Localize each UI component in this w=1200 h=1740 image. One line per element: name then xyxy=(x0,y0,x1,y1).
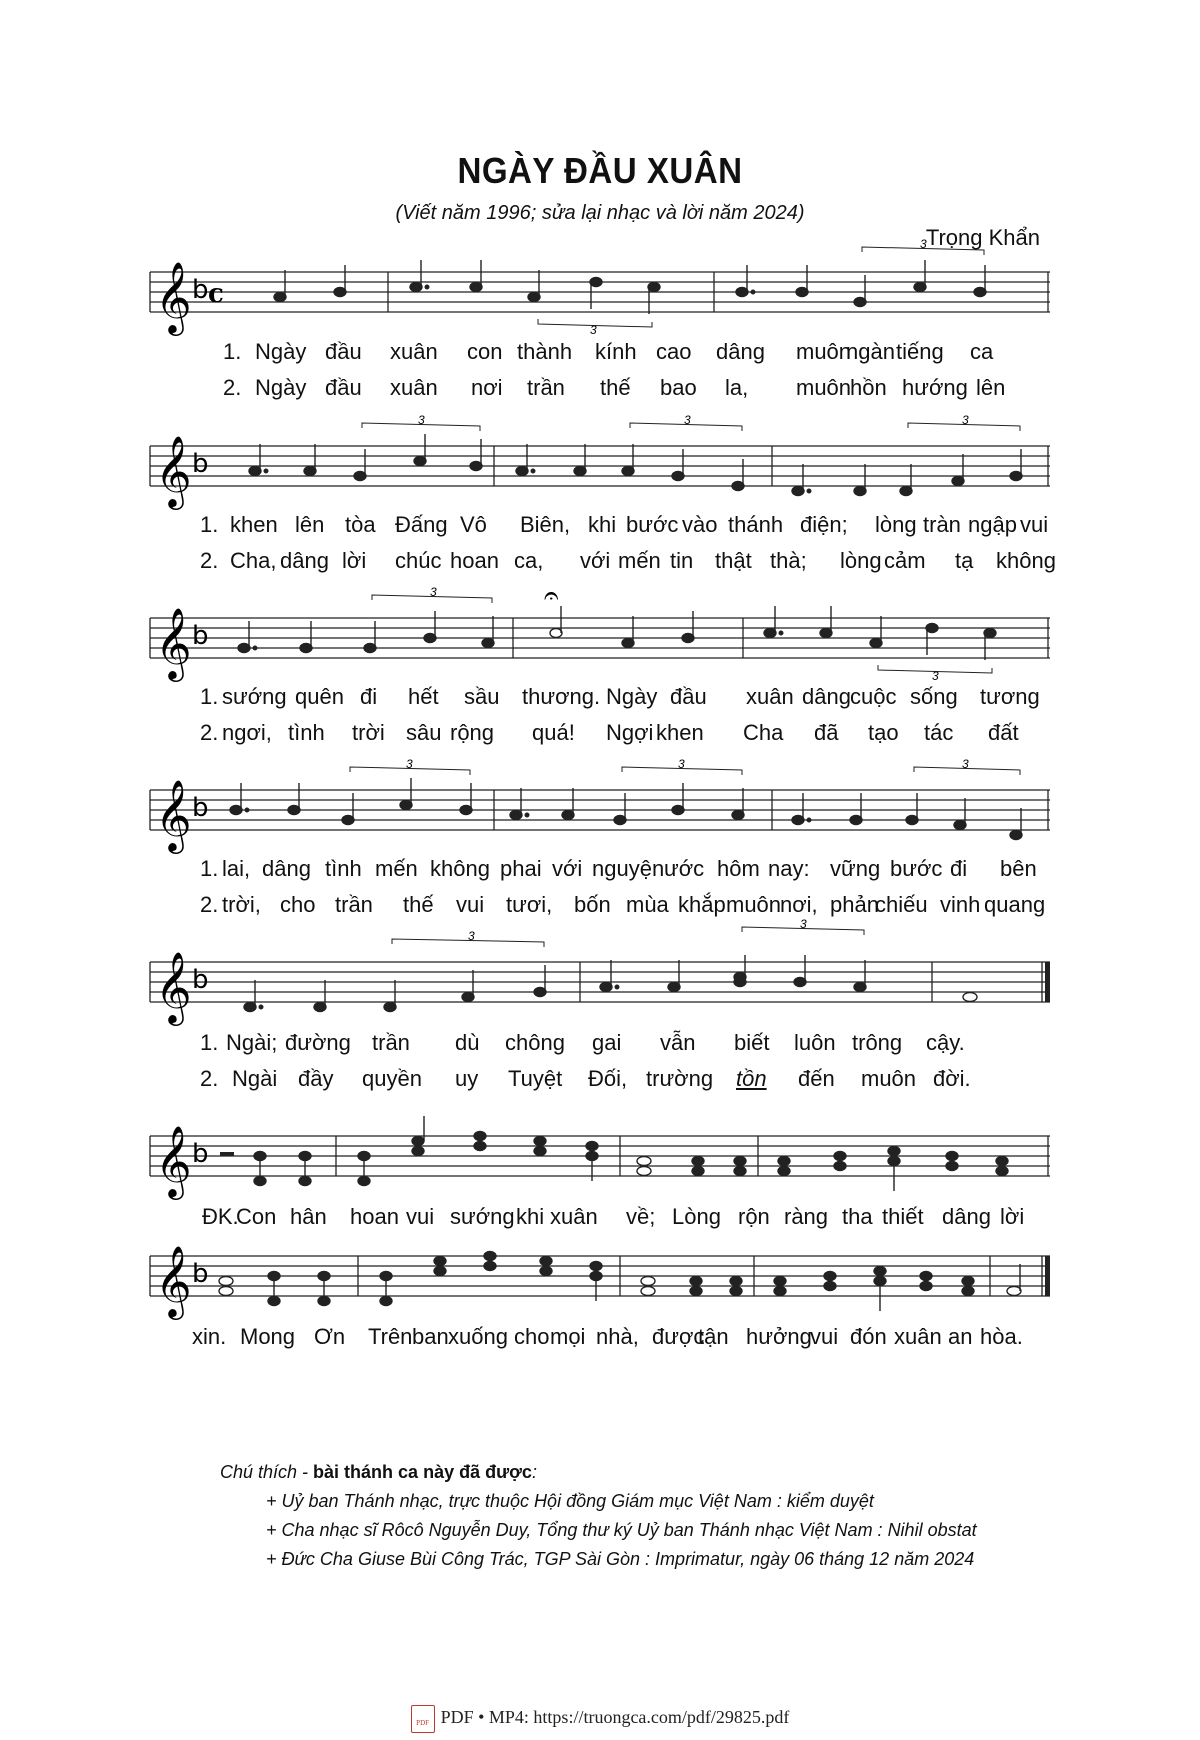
lyric-line-2-2: 2. Cha, dâng lời chúc hoan ca, với mến tin thật thà; lòng cảm tạ không xyxy=(200,548,1056,573)
flat-sign-icon: b xyxy=(192,275,209,305)
flat-sign-icon: b xyxy=(192,1139,209,1169)
footer-link[interactable] xyxy=(0,1705,1200,1733)
notes-heading: Chú thích - bài thánh ca này đã được: xyxy=(220,1462,537,1482)
lyric-line-5-2: 2. Ngài đầy quyền uy Tuyệt Đối, trường tồn đến muôn đời. xyxy=(200,1066,971,1091)
triplet-mark: 3 xyxy=(678,757,685,771)
staff-svg xyxy=(150,757,1050,860)
flat-sign-icon: b xyxy=(192,965,209,995)
flat-sign-icon: b xyxy=(192,1259,209,1289)
composer: Trọng Khẩn xyxy=(925,225,1040,250)
notes-system-6 xyxy=(254,1116,1008,1191)
fermata-icon: 𝄐 xyxy=(544,581,559,611)
triplet-mark: 3 xyxy=(684,413,691,427)
song-title: NGÀY ĐẦU XUÂN xyxy=(457,150,743,191)
flat-sign-icon: b xyxy=(192,793,209,823)
notes-system-5 xyxy=(244,955,977,1012)
annotation-notes xyxy=(220,1458,977,1574)
staff-system-2 xyxy=(150,413,1050,516)
triplet-mark: 3 xyxy=(468,929,475,943)
staff-svg xyxy=(150,917,1050,1032)
staff-system-7 xyxy=(150,1246,1050,1326)
staff-system-5 xyxy=(150,917,1050,1032)
staff-system-6 xyxy=(150,1126,1050,1206)
treble-clef-icon: 𝄞 xyxy=(155,950,192,1023)
triplet-mark: 3 xyxy=(962,413,969,427)
footer-text[interactable]: PDF • MP4: https://truongca.com/pdf/29825.pdf xyxy=(440,1707,790,1728)
treble-clef-icon: 𝄞 xyxy=(155,260,192,333)
triplet-mark: 3 xyxy=(430,585,437,599)
triplet-mark: 3 xyxy=(920,237,927,251)
triplet-mark: 3 xyxy=(800,917,807,931)
notes-item: + Đức Cha Giuse Bùi Công Trác, TGP Sài Gòn : Imprimatur, ngày 06 tháng 12 năm 2024 xyxy=(266,1549,975,1569)
triplet-mark: 3 xyxy=(932,669,939,683)
notes-system-3 xyxy=(238,606,996,660)
triplet-mark: 3 xyxy=(406,757,413,771)
lyric-line-5-1: 1. Ngài; đường trần dù chông gai vẫn biết luôn trông cậy. xyxy=(200,1030,965,1055)
lyric-line-4-1: 1. lai, dâng tình mến không phai với nguyện ước hôm nay: vững bước đi bên xyxy=(200,856,1037,881)
treble-clef-icon: 𝄞 xyxy=(155,434,192,507)
notes-item: + Uỷ ban Thánh nhạc, trực thuộc Hội đồng Giám mục Việt Nam : kiểm duyệt xyxy=(266,1491,874,1511)
staff-svg xyxy=(150,1126,1050,1206)
lyric-line-2-1: 1. khen lên tòa Đấng Vô Biên, khi bước vào thánh điện; lòng tràn ngập vui xyxy=(200,512,1049,537)
treble-clef-icon: 𝄞 xyxy=(155,778,192,851)
lyric-line-1-2: 2. Ngày đầu xuân nơi trần thế bao la, muôn hồn hướng lên xyxy=(223,375,1006,400)
lyric-line-3-1: 1. sướng quên đi hết sầu thương. Ngày đầu xuân dâng cuộc sống tương xyxy=(200,684,1040,709)
staff-svg xyxy=(150,581,1050,688)
staff-svg xyxy=(150,413,1050,516)
staff-system-3 xyxy=(150,581,1050,688)
treble-clef-icon: 𝄞 xyxy=(155,1124,192,1197)
notes-system-1 xyxy=(274,260,986,314)
time-signature: c xyxy=(208,279,224,309)
triplet-mark: 3 xyxy=(962,757,969,771)
flat-sign-icon: b xyxy=(192,621,209,651)
lyric-line-3-2: 2. ngơi, tình trời sâu rộng quá! Ngợi khen Cha đã tạo tác đất xyxy=(200,720,1019,745)
triplet-mark: 3 xyxy=(418,413,425,427)
song-subtitle: (Viết năm 1996; sửa lại nhạc và lời năm 2024) xyxy=(395,202,805,224)
pdf-icon: PDF xyxy=(411,1705,435,1733)
notes-item: + Cha nhạc sĩ Rôcô Nguyễn Duy, Tổng thư ký Uỷ ban Thánh nhạc Việt Nam : Nihil obstat xyxy=(266,1520,977,1540)
treble-clef-icon: 𝄞 xyxy=(155,606,192,679)
flat-sign-icon: b xyxy=(192,449,209,479)
staff-svg xyxy=(150,1246,1050,1326)
lyric-line-refrain-2: xin. Mong Ơn Trên ban xuống cho mọi nhà, được tận hưởng vui đón xuân an hòa. xyxy=(192,1324,1023,1349)
lyric-line-1-1: 1. Ngày đầu xuân con thành kính cao dâng muôn ngàn tiếng ca xyxy=(223,339,994,364)
staff-system-4 xyxy=(150,757,1050,860)
lyric-line-4-2: 2. trời, cho trần thế vui tươi, bốn mùa khắp muôn nơi, phản chiếu vinh quang xyxy=(200,892,1046,917)
treble-clef-icon: 𝄞 xyxy=(155,1244,192,1317)
lyric-line-refrain-1: ĐK. Con hân hoan vui sướng khi xuân về; Lòng rộn ràng tha thiết dâng lời xyxy=(202,1204,1025,1229)
half-rest-icon xyxy=(220,1152,234,1156)
triplet-mark: 3 xyxy=(590,323,597,337)
